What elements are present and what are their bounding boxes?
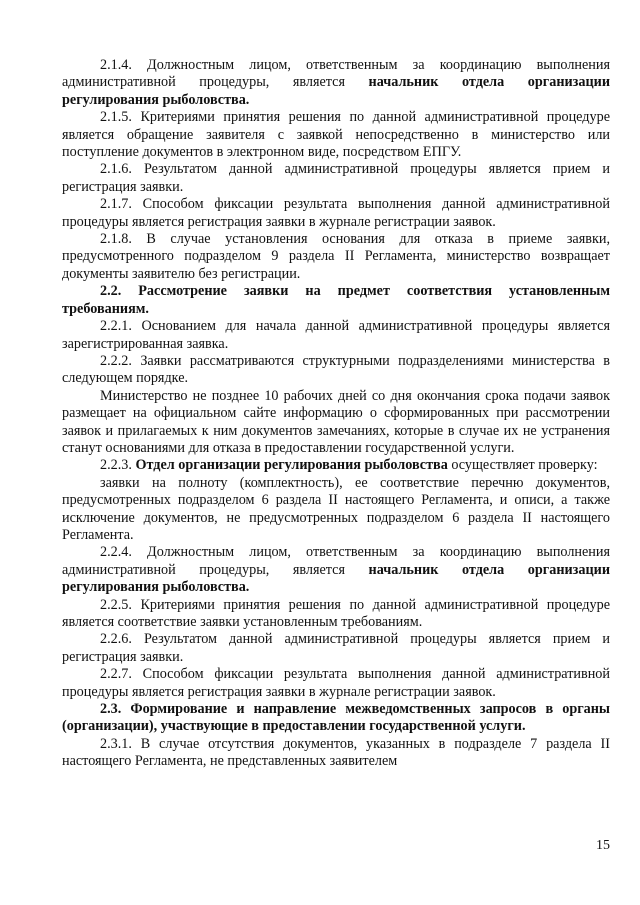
paragraph-text: осуществляет проверку: — [447, 457, 598, 474]
paragraph — [62, 388, 610, 458]
paragraph-text: 2.2.4. Должностным лицом, ответственным за координацию выполнения административной процедуры, является — [62, 544, 610, 578]
paragraph-text: 2.2.5. Критериями принятия решения по данной административной процедуре является соответствие заявки установленным требованиям. — [62, 596, 610, 630]
paragraph — [62, 161, 610, 196]
paragraph-text: 2.3.1. В случае отсутствия документов, указанных в подразделе 7 раздела II настоящего Регламента, не представленных заявителем — [62, 735, 610, 770]
paragraph — [62, 701, 610, 736]
paragraph-text: 2.1.8. В случае установления основания для отказа в приеме заявки, предусмотренного подразделом 9 раздела II Регламента, министерство возвращает документы заявителю без регистрации. — [62, 231, 610, 282]
paragraph-text: 2.2.6. Результатом данной административной процедуры является прием и регистрация заявки. — [62, 631, 610, 665]
paragraph — [62, 736, 610, 771]
paragraph-text: 2.1.7. Способом фиксации результата выполнения данной административной процедуры является регистрация заявки в журнале регистрации заявок. — [62, 196, 610, 230]
paragraph — [62, 109, 610, 161]
bold-text: 2.2. Рассмотрение заявки на предмет соответствия установленным требованиям. — [62, 283, 610, 317]
paragraph-text: 2.2.2. Заявки рассматриваются структурными подразделениями министерства в следующем порядке. — [62, 352, 610, 387]
paragraph-text: Министерство не позднее 10 рабочих дней со дня окончания срока подачи заявок размещает на официальном сайте информацию о сформированных при рассмотрении заявок и прилагаемых к ним документов замечаниях, которые в случае их не устранения станут основаниями для отказа в предоставлении государственной услуги. — [62, 387, 610, 456]
bold-text: Отдел организации регулирования рыболовства — [135, 457, 448, 474]
document-body — [62, 57, 610, 771]
paragraph — [62, 597, 610, 632]
paragraph — [62, 666, 610, 701]
page-number: 15 — [596, 838, 610, 853]
paragraph-text: 2.1.6. Результатом данной административной процедуры является прием и регистрация заявки. — [62, 161, 610, 195]
bold-text: начальник отдела организации регулирования рыболовства. — [62, 74, 610, 108]
paragraph — [62, 353, 610, 388]
paragraph — [62, 57, 610, 109]
paragraph-text: 2.1.4. Должностным лицом, ответственным за координацию выполнения административной процедуры, является — [62, 57, 610, 91]
bold-text: 2.3. Формирование и направление межведомственных запросов в органы (организации), участвующие в предоставлении государственной услуги. — [62, 701, 610, 735]
paragraph — [62, 196, 610, 231]
paragraph-text: 2.2.3. — [100, 457, 136, 474]
bold-text: начальник отдела организации регулирования рыболовства. — [62, 561, 610, 596]
paragraph — [62, 318, 610, 353]
paragraph — [62, 475, 610, 545]
paragraph — [62, 457, 610, 474]
paragraph — [62, 283, 610, 318]
paragraph — [62, 544, 610, 596]
paragraph-text: 2.2.7. Способом фиксации результата выполнения данной административной процедуры является регистрация заявки в журнале регистрации заявок. — [62, 666, 610, 700]
paragraph-text: 2.1.5. Критериями принятия решения по данной административной процедуре является обращение заявителя с заявкой непосредственно в министерство или поступление документов в электронном виде, посредством ЕПГУ. — [62, 109, 610, 161]
paragraph — [62, 631, 610, 666]
paragraph — [62, 231, 610, 283]
paragraph-text: 2.2.1. Основанием для начала данной административной процедуры является зарегистрированная заявка. — [62, 318, 610, 352]
paragraph-text: заявки на полноту (комплектность), ее соответствие перечню документов, предусмотренных подразделом 6 раздела II настоящего Регламента, и описи, а также исключение документов, не предусмотренных подразделом 6 раздела II настоящего Регламента. — [62, 474, 610, 543]
